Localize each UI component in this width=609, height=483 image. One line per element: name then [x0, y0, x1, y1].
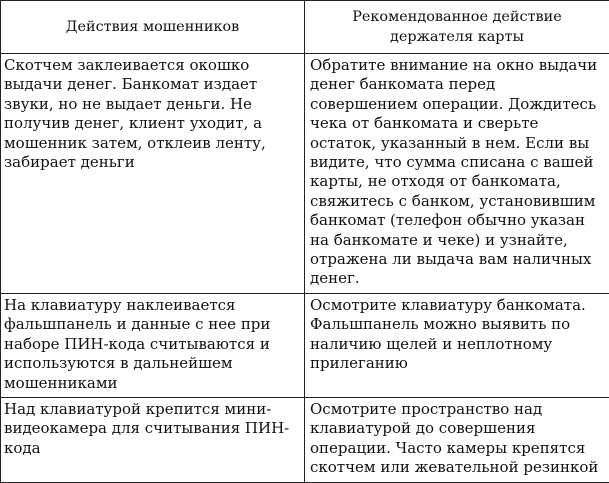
advice-cell [305, 54, 609, 294]
advice-text: Осмотрите пространство над клавиатурой до совершения операции. Часто камеры крепятся скотчем или жевательной резинкой [310, 400, 605, 478]
table-row [1, 293, 609, 397]
header-fraud-actions: Действия мошенников [1, 1, 305, 54]
fraud-cell [1, 54, 305, 294]
advice-text: Осмотрите клавиатуру банкомата. Фальшпанель можно выявить по наличию щелей и неплотному прилеганию [310, 296, 605, 374]
table-row [1, 54, 609, 294]
fraud-cell [1, 397, 305, 482]
fraud-text: Над клавиатурой крепится мини-видеокамера для считывания ПИН-кода [4, 400, 298, 458]
table-header-row [1, 1, 609, 54]
header-recommended-action: Рекомендованное действие держателя карты [305, 1, 609, 54]
table-row [1, 397, 609, 482]
fraud-text: На клавиатуру наклеивается фальшпанель и данные с нее при наборе ПИН-кода считываются и используются в дальнейшем мошенниками [4, 296, 298, 393]
fraud-cell [1, 293, 305, 397]
advice-cell [305, 293, 609, 397]
advice-cell [305, 397, 609, 482]
fraud-text: Скотчем заклеивается окошко выдачи денег. Банкомат издает звуки, но не выдает деньги. Не получив денег, клиент уходит, а мошенник затем, отклеив ленту, забирает деньги [4, 56, 298, 172]
advice-text: Обратите внимание на окно выдачи денег банкомата перед совершением операции. Дождитесь чека от банкомата и сверьте остаток, указанный в нем. Если вы видите, что сумма списана с вашей карты, не отходя от банкомата, свяжитесь с банком, установившим банкомат (телефон обычно указан на банкомате и чеке) и узнайте, отражена ли выдача вам наличных денег. [310, 56, 605, 289]
